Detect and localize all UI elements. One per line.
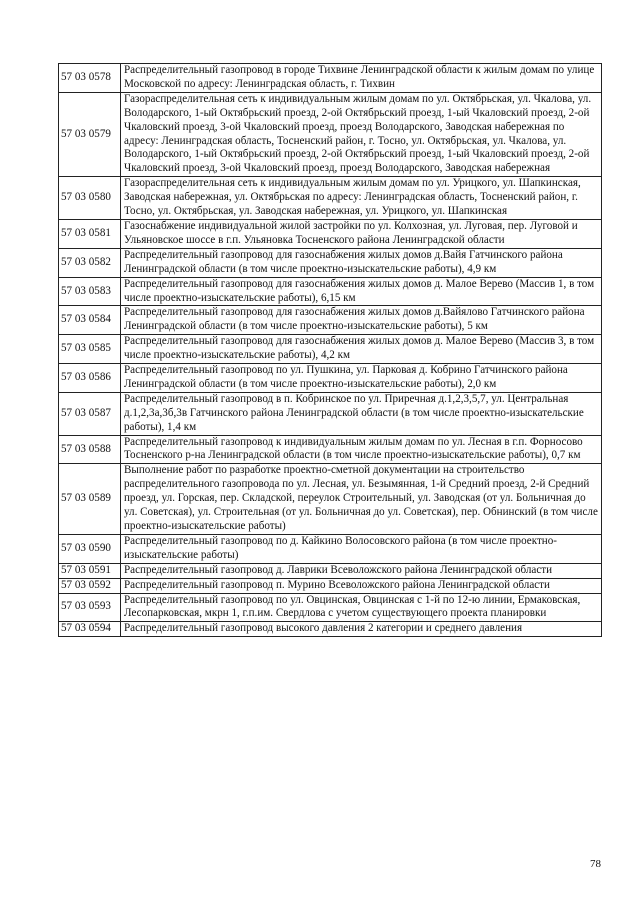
object-code: 57 03 0579 xyxy=(59,92,121,176)
object-description: Распределительный газопровод высокого давления 2 категории и среднего давления xyxy=(121,622,602,637)
table-row xyxy=(59,92,602,176)
table-row xyxy=(59,593,602,622)
object-code: 57 03 0584 xyxy=(59,306,121,335)
object-description: Распределительный газопровод д. Лаврики Всеволожского района Ленинградской области xyxy=(121,563,602,578)
object-description: Распределительный газопровод для газоснабжения жилых домов д. Малое Верево (Массив 3, в том числе проектно-изыскательские работы), 4,2 км xyxy=(121,335,602,364)
table-row xyxy=(59,563,602,578)
object-description: Распределительный газопровод по ул. Пушкина, ул. Парковая д. Кобрино Гатчинского района Ленинградской области (в том числе проектно-изыскательские работы), 2,0 км xyxy=(121,364,602,393)
page-number: 78 xyxy=(590,858,601,870)
object-description: Газораспределительная сеть к индивидуальным жилым домам по ул. Урицкого, ул. Шапкинская, Заводская набережная, ул. Октябрьская по адресу: Ленинградская область, Тосненский район, г. Тосно, ул. Октябрьская, ул. Заводская набережная, ул. Урицкого, ул. Шапкинская xyxy=(121,177,602,220)
object-code: 57 03 0582 xyxy=(59,248,121,277)
table-row xyxy=(59,277,602,306)
table-row xyxy=(59,534,602,563)
object-code: 57 03 0590 xyxy=(59,534,121,563)
object-description: Распределительный газопровод в городе Тихвине Ленинградской области к жилым домам по улице Московской по адресу: Ленинградская область, г. Тихвин xyxy=(121,64,602,93)
object-description: Распределительный газопровод п. Мурино Всеволожского района Ленинградской области xyxy=(121,578,602,593)
object-code: 57 03 0580 xyxy=(59,177,121,220)
object-description: Распределительный газопровод для газоснабжения жилых домов д. Малое Верево (Массив 1, в том числе проектно-изыскательские работы), 6,15 км xyxy=(121,277,602,306)
object-code: 57 03 0585 xyxy=(59,335,121,364)
table-row xyxy=(59,306,602,335)
table-row xyxy=(59,219,602,248)
object-code: 57 03 0591 xyxy=(59,563,121,578)
object-description: Выполнение работ по разработке проектно-сметной документации на строительство распределительного газопровода по ул. Лесная, ул. Безымянная, 1-й Средний проезд, 2-й Средний проезд, ул. Горская, пер. Складской, переулок Строительный, ул. Заводская (от ул. Больничная до ул. Советская), ул. Строительная (от ул. Больничная до ул. Советская), пер. Обнинский (в том числе проектно-изыскательские работы) xyxy=(121,464,602,535)
table-body xyxy=(59,64,602,637)
table-row xyxy=(59,64,602,93)
object-description: Газораспределительная сеть к индивидуальным жилым домам по ул. Октябрьская, ул. Чкалова, ул. Володарского, 1-ый Октябрьский проезд, 2-ой Октябрьский проезд, 1-ый Чкаловский проезд, 2-ой Чкаловский проезд, 3-ой Чкаловский проезд, проезд Володарского, Заводская набережная по адресу: Ленинградская область, Тосненский район, г. Тосно, ул. Октябрьская, ул. Чкалова, ул. Володарского, 1-ый Октябрьский проезд, 2-ой Октябрьский проезд, 1-ый Чкаловский проезд, 2-ой Чкаловский проезд, 3-ой Чкаловский проезд, проезд Володарского, Заводская набережная xyxy=(121,92,602,176)
object-code: 57 03 0578 xyxy=(59,64,121,93)
table-row xyxy=(59,578,602,593)
table-row xyxy=(59,435,602,464)
table-row xyxy=(59,177,602,220)
object-code: 57 03 0592 xyxy=(59,578,121,593)
object-description: Газоснабжение индивидуальной жилой застройки по ул. Колхозная, ул. Луговая, пер. Луговой и Ульяновское шоссе в г.п. Ульяновка Тосненского района Ленинградской области xyxy=(121,219,602,248)
table-row xyxy=(59,364,602,393)
object-code: 57 03 0593 xyxy=(59,593,121,622)
object-description: Распределительный газопровод к индивидуальным жилым домам по ул. Лесная в г.п. Форносово Тосненского р-на Ленинградской области (в том числе проектно-изыскательские работы), 0,7 км xyxy=(121,435,602,464)
object-code: 57 03 0586 xyxy=(59,364,121,393)
object-description: Распределительный газопровод в п. Кобринское по ул. Приречная д.1,2,3,5,7, ул. Центральная д.1,2,3а,3б,3в Гатчинского района Ленинградской области (в том числе проектно-изыскательские работы), 1,4 км xyxy=(121,392,602,435)
table-row xyxy=(59,622,602,637)
object-description: Распределительный газопровод для газоснабжения жилых домов д.Вайя Гатчинского района Ленинградской области (в том числе проектно-изыскательские работы), 4,9 км xyxy=(121,248,602,277)
object-description: Распределительный газопровод для газоснабжения жилых домов д.Вайялово Гатчинского района Ленинградской области (в том числе проектно-изыскательские работы), 5 км xyxy=(121,306,602,335)
object-code: 57 03 0583 xyxy=(59,277,121,306)
table-row xyxy=(59,248,602,277)
object-code: 57 03 0587 xyxy=(59,392,121,435)
object-code: 57 03 0594 xyxy=(59,622,121,637)
object-description: Распределительный газопровод по д. Кайкино Волосовского района (в том числе проектно-изыскательские работы) xyxy=(121,534,602,563)
object-description: Распределительный газопровод по ул. Овцинская, Овцинская с 1-й по 12-ю линии, Ермаковская, Лесопарковская, мкрн 1, г.п.им. Свердлова с учетом существующего проекта планировки xyxy=(121,593,602,622)
table-row xyxy=(59,335,602,364)
object-code: 57 03 0581 xyxy=(59,219,121,248)
object-code: 57 03 0588 xyxy=(59,435,121,464)
table-row xyxy=(59,464,602,535)
gas-pipeline-register-table xyxy=(58,63,602,637)
table-row xyxy=(59,392,602,435)
object-code: 57 03 0589 xyxy=(59,464,121,535)
